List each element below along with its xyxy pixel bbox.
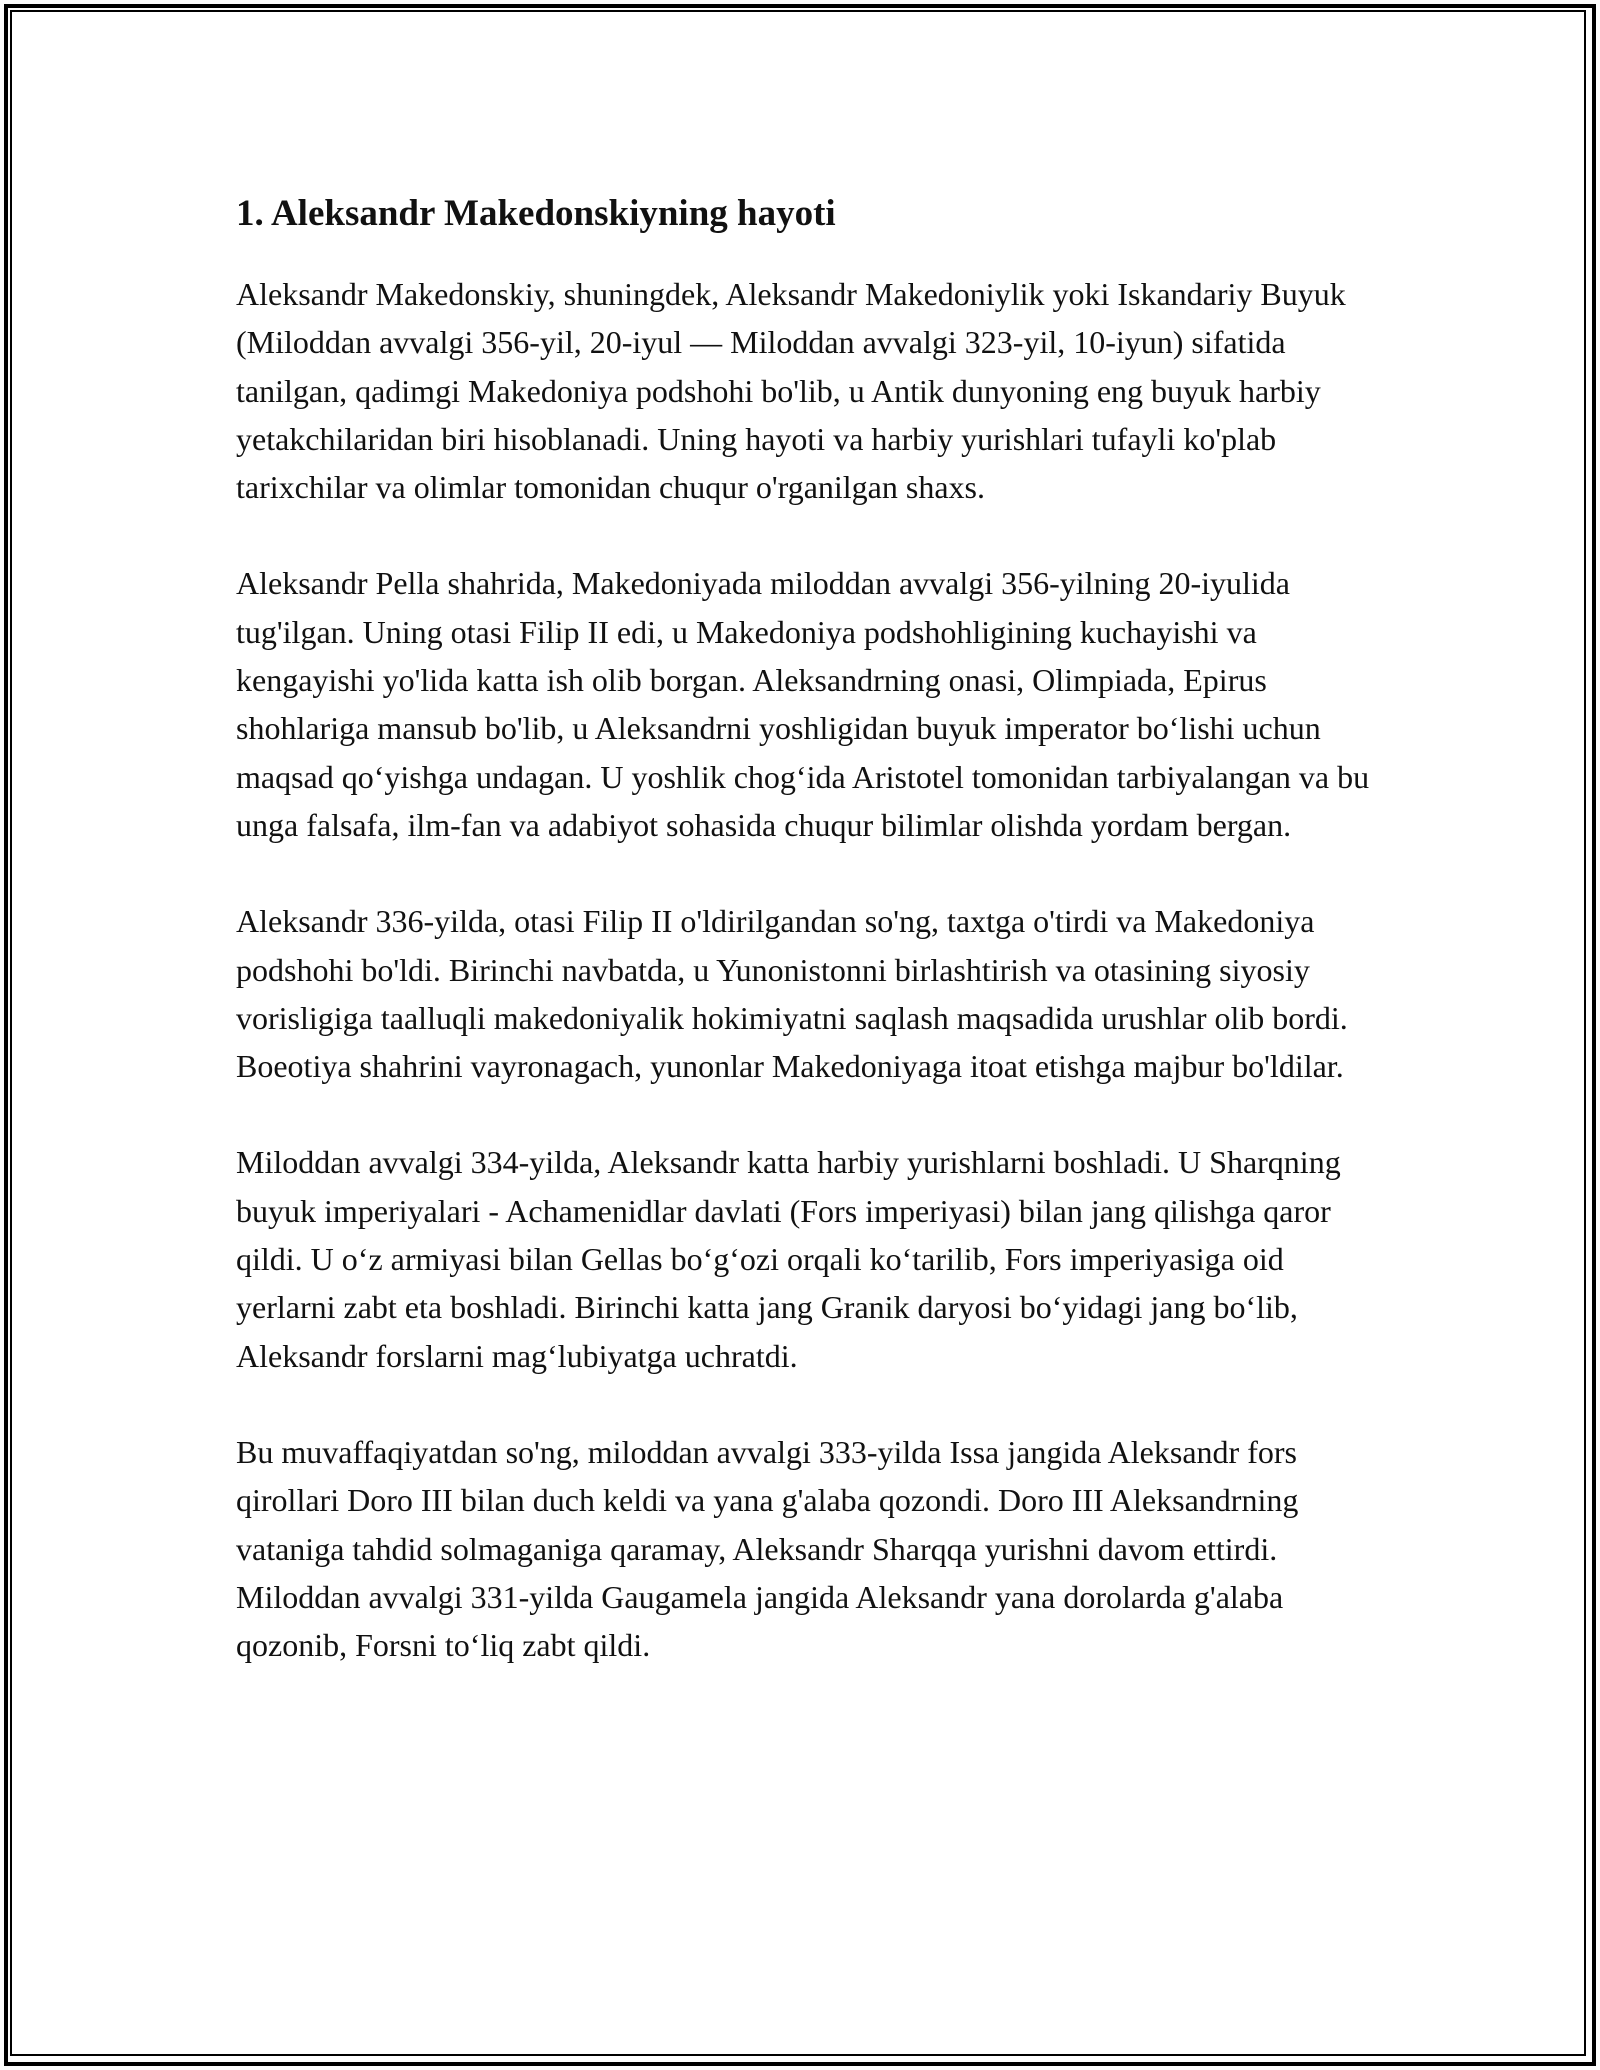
paragraph-3: Aleksandr 336-yilda, otasi Filip II o'ldirilgandan so'ng, taxtga o'tirdi va Makedoniya podshohi bo'ldi. Birinchi navbatda, u Yunonistonni birlashtirish va otasining siyosiy vorisligiga taalluqli makedoniyalik hokimiyatni saqlash maqsadida urushlar olib bordi. Boeotiya shahrini vayronagach, yunonlar Makedoniyaga itoat etishga majbur bo'ldilar. <box>236 903 1348 1085</box>
paragraph-2: Aleksandr Pella shahrida, Makedoniyada miloddan avvalgi 356-yilning 20-iyulida tug'ilgan. Uning otasi Filip II edi, u Makedoniya podshohligining kuchayishi va kengayishi yo'lida katta ish olib borgan. Aleksandrning onasi, Olimpiada, Epirus shohlariga mansub bo'lib, u Aleksandrni yoshligidan buyuk imperator bo‘lishi uchun maqsad qo‘yishga undagan. U yoshlik chog‘ida Aristotel tomonidan tarbiyalangan va bu unga falsafa, ilm-fan va adabiyot sohasida chuqur bilimlar olishda yordam bergan. <box>236 565 1370 843</box>
paragraph-5: Bu muvaffaqiyatdan so'ng, miloddan avvalgi 333-yilda Issa jangida Aleksandr fors qirollari Doro III bilan duch keldi va yana g'alaba qozondi. Doro III Aleksandrning vataniga tahdid solmaganiga qaramay, Aleksandr Sharqqa yurishni davom ettirdi. Miloddan avvalgi 331-yilda Gaugamela jangida Aleksandr yana dorolarda g'alaba qozonib, Forsni to‘liq zabt qildi. <box>236 1433 1299 1664</box>
paragraph-1: Aleksandr Makedonskiy, shuningdek, Aleksandr Makedoniylik yoki Iskandariy Buyuk (Miloddan avvalgi 356-yil, 20-iyul — Miloddan avvalgi 323-yil, 10-iyun) sifatida tanilgan, qadimgi Makedoniya podshohi bo'lib, u Antik dunyoning eng buyuk harbiy yetakchilaridan biri hisoblanadi. Uning hayoti va harbiy yurishlari tufayli ko'plab tarixchilar va olimlar tomonidan chuqur o'rganilgan shaxs. <box>236 276 1346 506</box>
document-body <box>236 186 1376 1717</box>
section-heading: 1. Aleksandr Makedonskiyning hayoti <box>236 193 836 234</box>
paragraph-4: Miloddan avvalgi 334-yilda, Aleksandr katta harbiy yurishlarni boshladi. U Sharqning buyuk imperiyalari - Achamenidlar davlati (Fors imperiyasi) bilan jang qilishga qaror qildi. U o‘z armiyasi bilan Gellas bo‘g‘ozi orqali ko‘tarilib, Fors imperiyasiga oid yerlarni zabt eta boshladi. Birinchi katta jang Granik daryosi bo‘yidagi jang bo‘lib, Aleksandr forslarni mag‘lubiyatga uchratdi. <box>236 1144 1341 1374</box>
